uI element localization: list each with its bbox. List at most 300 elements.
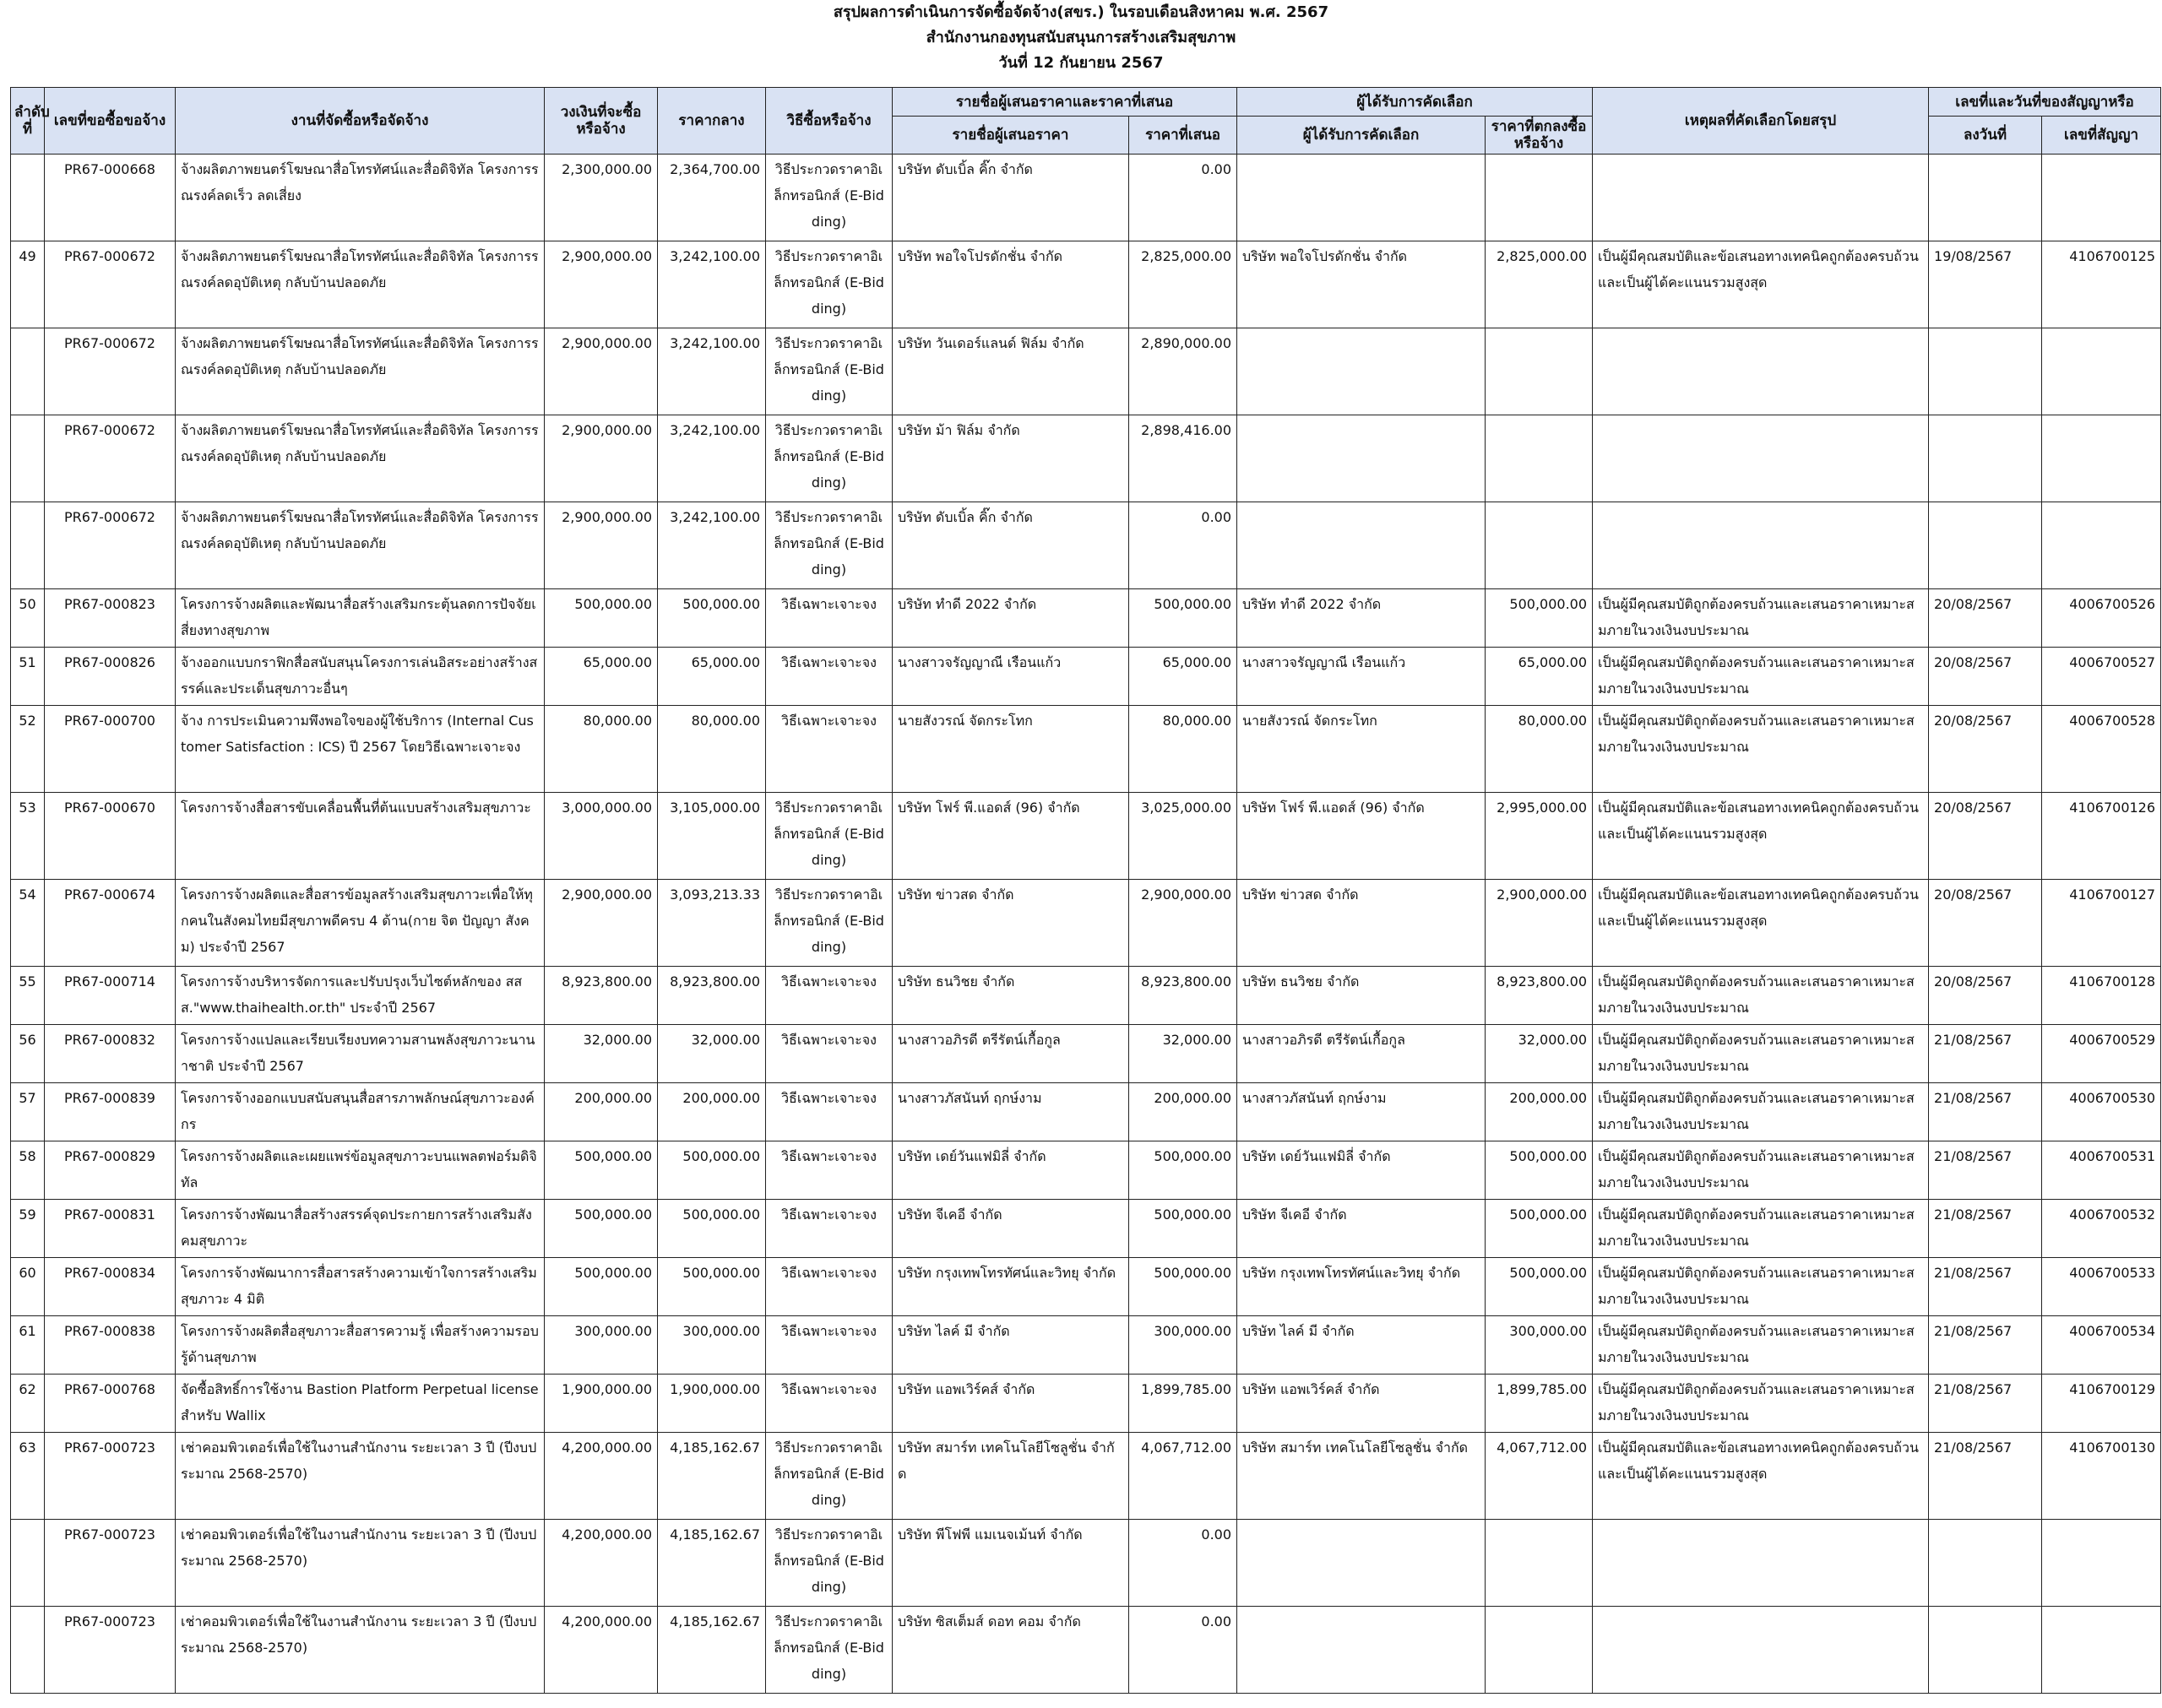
cell-agreed [1486,155,1593,241]
cell-contract-no [2042,155,2161,241]
header-selected-name: ผู้ได้รับการคัดเลือก [1237,117,1486,155]
cell-agreed [1486,1520,1593,1607]
cell-selected [1237,1607,1486,1694]
table-row [11,967,2161,1025]
table-row [11,1433,2161,1520]
cell-contract-date: 20/08/2567 [1929,793,2042,880]
cell-no: 50 [11,589,45,648]
cell-contract-date: 21/08/2567 [1929,1200,2042,1258]
cell-bidder: บริษัท พอใจโปรดักชั่น จำกัด [893,241,1129,328]
cell-no: 62 [11,1375,45,1433]
table-row [11,502,2161,589]
cell-contract-date [1929,1607,2042,1694]
cell-work: จ้างออกแบบกราฟิกสื่อสนับสนุนโครงการเล่นอิสระอย่างสร้างสรรค์และประเด็นสุขภาวะอื่นๆ [176,648,545,706]
cell-bidder: บริษัท สมาร์ท เทคโนโลยีโซลูชั่น จำกัด [893,1433,1129,1520]
cell-reason [1593,328,1929,415]
cell-median: 500,000.00 [658,1200,766,1258]
cell-bid: 500,000.00 [1129,1141,1237,1200]
cell-no [11,1607,45,1694]
cell-agreed: 2,900,000.00 [1486,880,1593,967]
table-body [11,155,2161,1694]
cell-method: วิธีเฉพาะเจาะจง [766,589,893,648]
document-title: สรุปผลการดำเนินการจัดซื้อจัดจ้าง(สขร.) ในรอบเดือนสิงหาคม พ.ศ. 2567 [833,3,1329,21]
cell-method: วิธีเฉพาะเจาะจง [766,1083,893,1141]
cell-selected: บริษัท กรุงเทพโทรทัศน์และวิทยุ จำกัด [1237,1258,1486,1316]
header-median: ราคากลาง [658,88,766,155]
cell-reason: เป็นผู้มีคุณสมบัติและข้อเสนอทางเทคนิคถูกต้องครบถ้วนและเป็นผู้ได้คะแนนรวมสูงสุด [1593,880,1929,967]
cell-contract-date [1929,415,2042,502]
cell-reason: เป็นผู้มีคุณสมบัติถูกต้องครบถ้วนและเสนอราคาเหมาะสมภายในวงเงินงบประมาณ [1593,1083,1929,1141]
cell-bid: 0.00 [1129,1520,1237,1607]
cell-contract-date: 21/08/2567 [1929,1375,2042,1433]
cell-method: วิธีประกวดราคาอิเล็กทรอนิกส์ (E-Bidding) [766,241,893,328]
cell-contract-no: 4106700128 [2042,967,2161,1025]
table-row [11,1316,2161,1375]
cell-budget: 2,900,000.00 [545,328,658,415]
cell-selected [1237,1520,1486,1607]
cell-contract-date: 21/08/2567 [1929,1025,2042,1083]
cell-work: จ้างผลิตภาพยนตร์โฆษณาสื่อโทรทัศน์และสื่อดิจิทัล โครงการรณรงค์ลดอุบัติเหตุ กลับบ้านปลอดภัย [176,502,545,589]
cell-reason [1593,1607,1929,1694]
cell-agreed [1486,415,1593,502]
cell-no: 52 [11,706,45,793]
cell-selected: บริษัท ธนวิชย จำกัด [1237,967,1486,1025]
cell-selected: นางสาวจรัญญาณี เรือนแก้ว [1237,648,1486,706]
cell-work: จ้างผลิตภาพยนตร์โฆษณาสื่อโทรทัศน์และสื่อดิจิทัล โครงการรณรงค์ลดเร็ว ลดเสี่ยง [176,155,545,241]
cell-budget: 200,000.00 [545,1083,658,1141]
cell-work: โครงการจ้างผลิตและสื่อสารข้อมูลสร้างเสริมสุขภาวะเพื่อให้ทุกคนในสังคมไทยมีสุขภาพดีครบ 4 ด้าน(กาย จิต ปัญญา สังคม) ประจำปี 2567 [176,880,545,967]
cell-budget: 32,000.00 [545,1025,658,1083]
cell-selected: บริษัท ข่าวสด จำกัด [1237,880,1486,967]
cell-median: 65,000.00 [658,648,766,706]
cell-contract-no: 4106700127 [2042,880,2161,967]
cell-agreed: 1,899,785.00 [1486,1375,1593,1433]
cell-contract-no: 4106700125 [2042,241,2161,328]
table-row [11,880,2161,967]
cell-contract-date [1929,1520,2042,1607]
table-header [11,88,2161,155]
cell-reason: เป็นผู้มีคุณสมบัติถูกต้องครบถ้วนและเสนอราคาเหมาะสมภายในวงเงินงบประมาณ [1593,1375,1929,1433]
cell-contract-no: 4006700529 [2042,1025,2161,1083]
cell-contract-no: 4006700527 [2042,648,2161,706]
cell-budget: 4,200,000.00 [545,1520,658,1607]
cell-contract-date: 20/08/2567 [1929,648,2042,706]
cell-no: 58 [11,1141,45,1200]
cell-contract-no [2042,502,2161,589]
cell-bidder: บริษัท ซิสเต็มส์ ดอท คอม จำกัด [893,1607,1129,1694]
cell-budget: 80,000.00 [545,706,658,793]
table-row [11,706,2161,793]
cell-no [11,155,45,241]
cell-bidder: บริษัท ทำดี 2022 จำกัด [893,589,1129,648]
table-row [11,1200,2161,1258]
table-row [11,155,2161,241]
cell-no: 56 [11,1025,45,1083]
cell-bidder: บริษัท พีโฟพี แมเนจเม้นท์ จำกัด [893,1520,1129,1607]
cell-agreed: 200,000.00 [1486,1083,1593,1141]
cell-work: เช่าคอมพิวเตอร์เพื่อใช้ในงานสำนักงาน ระยะเวลา 3 ปี (ปีงบประมาณ 2568-2570) [176,1520,545,1607]
cell-agreed: 4,067,712.00 [1486,1433,1593,1520]
cell-agreed [1486,1607,1593,1694]
cell-bid: 2,825,000.00 [1129,241,1237,328]
cell-budget: 1,900,000.00 [545,1375,658,1433]
table-row [11,1520,2161,1607]
cell-reason: เป็นผู้มีคุณสมบัติและข้อเสนอทางเทคนิคถูกต้องครบถ้วนและเป็นผู้ได้คะแนนรวมสูงสุด [1593,793,1929,880]
cell-method: วิธีเฉพาะเจาะจง [766,706,893,793]
cell-median: 200,000.00 [658,1083,766,1141]
cell-median: 2,364,700.00 [658,155,766,241]
table-row [11,1375,2161,1433]
cell-no: 61 [11,1316,45,1375]
cell-contract-no [2042,1520,2161,1607]
cell-agreed: 65,000.00 [1486,648,1593,706]
cell-contract-no: 4106700130 [2042,1433,2161,1520]
cell-no: 53 [11,793,45,880]
cell-bidder: บริษัท ดับเบิ้ล คิ๊ก จำกัด [893,502,1129,589]
cell-reason: เป็นผู้มีคุณสมบัติถูกต้องครบถ้วนและเสนอราคาเหมาะสมภายในวงเงินงบประมาณ [1593,1258,1929,1316]
cell-work: โครงการจ้างสื่อสารขับเคลื่อนพื้นที่ต้นแบบสร้างเสริมสุขภาวะ [176,793,545,880]
cell-median: 3,242,100.00 [658,415,766,502]
table-row [11,1258,2161,1316]
cell-agreed: 500,000.00 [1486,1141,1593,1200]
cell-budget: 500,000.00 [545,1200,658,1258]
cell-method: วิธีเฉพาะเจาะจง [766,1141,893,1200]
cell-contract-no [2042,328,2161,415]
cell-budget: 300,000.00 [545,1316,658,1375]
cell-pr: PR67-000829 [45,1141,176,1200]
cell-agreed: 2,825,000.00 [1486,241,1593,328]
cell-contract-no: 4006700526 [2042,589,2161,648]
cell-work: จ้างผลิตภาพยนตร์โฆษณาสื่อโทรทัศน์และสื่อดิจิทัล โครงการรณรงค์ลดอุบัติเหตุ กลับบ้านปลอดภัย [176,241,545,328]
cell-reason: เป็นผู้มีคุณสมบัติถูกต้องครบถ้วนและเสนอราคาเหมาะสมภายในวงเงินงบประมาณ [1593,648,1929,706]
cell-no: 54 [11,880,45,967]
header-bidders-group: รายชื่อผู้เสนอราคาและราคาที่เสนอ [893,88,1237,117]
cell-work: โครงการจ้างแปลและเรียบเรียงบทความสานพลังสุขภาวะนานาชาติ ประจำปี 2567 [176,1025,545,1083]
cell-bidder: บริษัท ม้า ฟิล์ม จำกัด [893,415,1129,502]
cell-contract-date: 21/08/2567 [1929,1433,2042,1520]
cell-work: โครงการจ้างผลิตและเผยแพร่ข้อมูลสุขภาวะบนแพลตฟอร์มดิจิทัล [176,1141,545,1200]
header-contract-no: เลขที่สัญญา [2042,117,2161,155]
cell-pr: PR67-000832 [45,1025,176,1083]
cell-reason [1593,415,1929,502]
header-bidder-name: รายชื่อผู้เสนอราคา [893,117,1129,155]
cell-selected: นางสาวอภิรดี ตรีรัตน์เกื้อกูล [1237,1025,1486,1083]
cell-method: วิธีเฉพาะเจาะจง [766,1375,893,1433]
cell-budget: 2,900,000.00 [545,880,658,967]
cell-bidder: นายสังวรณ์ จัดกระโทก [893,706,1129,793]
cell-bidder: บริษัท จีเคอี จำกัด [893,1200,1129,1258]
cell-selected [1237,502,1486,589]
cell-median: 500,000.00 [658,1258,766,1316]
cell-contract-no: 4006700534 [2042,1316,2161,1375]
cell-pr: PR67-000672 [45,328,176,415]
cell-pr: PR67-000823 [45,589,176,648]
cell-bid: 32,000.00 [1129,1025,1237,1083]
cell-no: 51 [11,648,45,706]
cell-contract-no [2042,415,2161,502]
cell-bid: 0.00 [1129,155,1237,241]
cell-bid: 80,000.00 [1129,706,1237,793]
cell-agreed: 32,000.00 [1486,1025,1593,1083]
cell-budget: 2,900,000.00 [545,502,658,589]
cell-agreed: 300,000.00 [1486,1316,1593,1375]
cell-reason [1593,155,1929,241]
cell-budget: 2,900,000.00 [545,415,658,502]
cell-selected: บริษัท ไลค์ มี จำกัด [1237,1316,1486,1375]
cell-bid: 0.00 [1129,502,1237,589]
cell-reason: เป็นผู้มีคุณสมบัติถูกต้องครบถ้วนและเสนอราคาเหมาะสมภายในวงเงินงบประมาณ [1593,706,1929,793]
cell-median: 500,000.00 [658,589,766,648]
table-row [11,1607,2161,1694]
cell-contract-date: 19/08/2567 [1929,241,2042,328]
cell-work: โครงการจ้างผลิตสื่อสุขภาวะสื่อสารความรู้ เพื่อสร้างความรอบรู้ด้านสุขภาพ [176,1316,545,1375]
cell-method: วิธีประกวดราคาอิเล็กทรอนิกส์ (E-Bidding) [766,328,893,415]
cell-contract-date: 20/08/2567 [1929,967,2042,1025]
procurement-table [10,87,2161,1694]
cell-no: 60 [11,1258,45,1316]
header-reason: เหตุผลที่คัดเลือกโดยสรุป [1593,88,1929,155]
cell-pr: PR67-000672 [45,502,176,589]
cell-contract-date: 20/08/2567 [1929,589,2042,648]
cell-bid: 2,898,416.00 [1129,415,1237,502]
cell-work: โครงการจ้างออกแบบสนับสนุนสื่อสารภาพลักษณ์สุขภาวะองค์กร [176,1083,545,1141]
cell-pr: PR67-000768 [45,1375,176,1433]
cell-budget: 3,000,000.00 [545,793,658,880]
cell-budget: 4,200,000.00 [545,1433,658,1520]
cell-contract-date: 21/08/2567 [1929,1316,2042,1375]
cell-median: 4,185,162.67 [658,1607,766,1694]
cell-no [11,502,45,589]
cell-bidder: บริษัท โฟร์ พี.แอดส์ (96) จำกัด [893,793,1129,880]
cell-bidder: นางสาวอภิรดี ตรีรัตน์เกื้อกูล [893,1025,1129,1083]
cell-contract-date: 20/08/2567 [1929,706,2042,793]
cell-bid: 500,000.00 [1129,1258,1237,1316]
cell-method: วิธีเฉพาะเจาะจง [766,1025,893,1083]
cell-median: 3,093,213.33 [658,880,766,967]
table-row [11,415,2161,502]
cell-no: 55 [11,967,45,1025]
cell-median: 3,105,000.00 [658,793,766,880]
cell-contract-no: 4106700126 [2042,793,2161,880]
cell-pr: PR67-000670 [45,793,176,880]
cell-no [11,415,45,502]
cell-selected: บริษัท ทำดี 2022 จำกัด [1237,589,1486,648]
cell-bidder: บริษัท กรุงเทพโทรทัศน์และวิทยุ จำกัด [893,1258,1129,1316]
cell-selected: บริษัท โฟร์ พี.แอดส์ (96) จำกัด [1237,793,1486,880]
cell-pr: PR67-000831 [45,1200,176,1258]
cell-median: 4,185,162.67 [658,1520,766,1607]
organization-name: สำนักงานกองทุนสนับสนุนการสร้างเสริมสุขภาพ [926,29,1236,46]
cell-pr: PR67-000838 [45,1316,176,1375]
cell-method: วิธีประกวดราคาอิเล็กทรอนิกส์ (E-Bidding) [766,415,893,502]
cell-budget: 2,900,000.00 [545,241,658,328]
cell-budget: 65,000.00 [545,648,658,706]
cell-reason: เป็นผู้มีคุณสมบัติถูกต้องครบถ้วนและเสนอราคาเหมาะสมภายในวงเงินงบประมาณ [1593,1316,1929,1375]
cell-selected: นางสาวภัสนันท์ ฤกษ์งาม [1237,1083,1486,1141]
header-selected-group: ผู้ได้รับการคัดเลือก [1237,88,1593,117]
cell-work: เช่าคอมพิวเตอร์เพื่อใช้ในงานสำนักงาน ระยะเวลา 3 ปี (ปีงบประมาณ 2568-2570) [176,1607,545,1694]
cell-method: วิธีประกวดราคาอิเล็กทรอนิกส์ (E-Bidding) [766,1607,893,1694]
cell-pr: PR67-000834 [45,1258,176,1316]
cell-contract-date [1929,328,2042,415]
document-header [0,0,2162,76]
cell-median: 500,000.00 [658,1141,766,1200]
cell-bid: 1,899,785.00 [1129,1375,1237,1433]
cell-median: 8,923,800.00 [658,967,766,1025]
cell-agreed: 500,000.00 [1486,1258,1593,1316]
cell-contract-date [1929,155,2042,241]
cell-reason: เป็นผู้มีคุณสมบัติถูกต้องครบถ้วนและเสนอราคาเหมาะสมภายในวงเงินงบประมาณ [1593,1200,1929,1258]
table-row [11,1083,2161,1141]
header-bid-price: ราคาที่เสนอ [1129,117,1237,155]
cell-agreed [1486,328,1593,415]
cell-method: วิธีเฉพาะเจาะจง [766,1316,893,1375]
cell-bidder: นางสาวภัสนันท์ ฤกษ์งาม [893,1083,1129,1141]
header-pr: เลขที่ขอซื้อขอจ้าง [45,88,176,155]
cell-method: วิธีประกวดราคาอิเล็กทรอนิกส์ (E-Bidding) [766,1520,893,1607]
header-budget: วงเงินที่จะซื้อหรือจ้าง [545,88,658,155]
table-row [11,648,2161,706]
cell-bid: 500,000.00 [1129,589,1237,648]
cell-work: จ้างผลิตภาพยนตร์โฆษณาสื่อโทรทัศน์และสื่อดิจิทัล โครงการรณรงค์ลดอุบัติเหตุ กลับบ้านปลอดภัย [176,328,545,415]
cell-median: 300,000.00 [658,1316,766,1375]
cell-method: วิธีเฉพาะเจาะจง [766,1200,893,1258]
cell-no: 63 [11,1433,45,1520]
cell-selected: บริษัท พอใจโปรดักชั่น จำกัด [1237,241,1486,328]
header-method: วิธีซื้อหรือจ้าง [766,88,893,155]
cell-median: 3,242,100.00 [658,328,766,415]
cell-selected [1237,155,1486,241]
cell-agreed: 8,923,800.00 [1486,967,1593,1025]
cell-bid: 3,025,000.00 [1129,793,1237,880]
cell-contract-no: 4006700530 [2042,1083,2161,1141]
cell-selected: บริษัท สมาร์ท เทคโนโลยีโซลูชั่น จำกัด [1237,1433,1486,1520]
cell-budget: 4,200,000.00 [545,1607,658,1694]
cell-median: 1,900,000.00 [658,1375,766,1433]
cell-budget: 500,000.00 [545,1141,658,1200]
cell-contract-date: 21/08/2567 [1929,1141,2042,1200]
cell-work: จ้าง การประเมินความพึงพอใจของผู้ใช้บริการ (Internal Customer Satisfaction : ICS) ปี 2567 โดยวิธีเฉพาะเจาะจง [176,706,545,793]
cell-method: วิธีเฉพาะเจาะจง [766,967,893,1025]
cell-work: โครงการจ้างพัฒนาสื่อสร้างสรรค์จุดประกายการสร้างเสริมสังคมสุขภาวะ [176,1200,545,1258]
table-row [11,589,2161,648]
cell-bid: 300,000.00 [1129,1316,1237,1375]
cell-method: วิธีประกวดราคาอิเล็กทรอนิกส์ (E-Bidding) [766,880,893,967]
cell-pr: PR67-000839 [45,1083,176,1141]
cell-pr: PR67-000826 [45,648,176,706]
cell-budget: 500,000.00 [545,1258,658,1316]
cell-reason [1593,502,1929,589]
cell-pr: PR67-000723 [45,1520,176,1607]
cell-work: เช่าคอมพิวเตอร์เพื่อใช้ในงานสำนักงาน ระยะเวลา 3 ปี (ปีงบประมาณ 2568-2570) [176,1433,545,1520]
cell-agreed: 500,000.00 [1486,1200,1593,1258]
cell-budget: 8,923,800.00 [545,967,658,1025]
table-row [11,241,2161,328]
cell-bid: 200,000.00 [1129,1083,1237,1141]
cell-selected [1237,328,1486,415]
cell-selected: บริษัท เดย์วันแฟมิลี่ จำกัด [1237,1141,1486,1200]
cell-selected: บริษัท แอพเวิร์คส์ จำกัด [1237,1375,1486,1433]
table-row [11,328,2161,415]
cell-contract-no: 4006700531 [2042,1141,2161,1200]
cell-method: วิธีประกวดราคาอิเล็กทรอนิกส์ (E-Bidding) [766,502,893,589]
cell-contract-no: 4006700533 [2042,1258,2161,1316]
cell-contract-no: 4006700528 [2042,706,2161,793]
document-date: วันที่ 12 กันยายน 2567 [998,54,1164,72]
cell-bidder: บริษัท แอพเวิร์คส์ จำกัด [893,1375,1129,1433]
header-work: งานที่จัดซื้อหรือจัดจ้าง [176,88,545,155]
cell-pr: PR67-000714 [45,967,176,1025]
cell-contract-date [1929,502,2042,589]
cell-bid: 8,923,800.00 [1129,967,1237,1025]
cell-work: โครงการจ้างผลิตและพัฒนาสื่อสร้างเสริมกระตุ้นลดการปัจจัยเสี่ยงทางสุขภาพ [176,589,545,648]
cell-work: จัดซื้อสิทธิ์การใช้งาน Bastion Platform Perpetual license สำหรับ Wallix [176,1375,545,1433]
cell-selected: บริษัท จีเคอี จำกัด [1237,1200,1486,1258]
cell-median: 4,185,162.67 [658,1433,766,1520]
cell-method: วิธีประกวดราคาอิเล็กทรอนิกส์ (E-Bidding) [766,155,893,241]
cell-pr: PR67-000672 [45,415,176,502]
table-row [11,793,2161,880]
header-contract-date: ลงวันที่ [1929,117,2042,155]
cell-budget: 2,300,000.00 [545,155,658,241]
cell-pr: PR67-000674 [45,880,176,967]
cell-contract-date: 20/08/2567 [1929,880,2042,967]
cell-method: วิธีประกวดราคาอิเล็กทรอนิกส์ (E-Bidding) [766,793,893,880]
cell-selected [1237,415,1486,502]
table-row [11,1141,2161,1200]
cell-agreed: 80,000.00 [1486,706,1593,793]
cell-contract-no [2042,1607,2161,1694]
cell-reason [1593,1520,1929,1607]
header-agreed-price: ราคาที่ตกลงซื้อหรือจ้าง [1486,117,1593,155]
cell-bidder: บริษัท ดับเบิ้ล คิ๊ก จำกัด [893,155,1129,241]
header-no: ลำดับที่ [11,88,45,155]
cell-no [11,1520,45,1607]
cell-no: 57 [11,1083,45,1141]
cell-method: วิธีเฉพาะเจาะจง [766,1258,893,1316]
cell-median: 3,242,100.00 [658,502,766,589]
cell-reason: เป็นผู้มีคุณสมบัติและข้อเสนอทางเทคนิคถูกต้องครบถ้วนและเป็นผู้ได้คะแนนรวมสูงสุด [1593,241,1929,328]
table-row [11,1025,2161,1083]
cell-median: 32,000.00 [658,1025,766,1083]
cell-work: จ้างผลิตภาพยนตร์โฆษณาสื่อโทรทัศน์และสื่อดิจิทัล โครงการรณรงค์ลดอุบัติเหตุ กลับบ้านปลอดภัย [176,415,545,502]
cell-method: วิธีประกวดราคาอิเล็กทรอนิกส์ (E-Bidding) [766,1433,893,1520]
cell-no: 49 [11,241,45,328]
cell-bid: 500,000.00 [1129,1200,1237,1258]
cell-bidder: บริษัท เดย์วันแฟมิลี่ จำกัด [893,1141,1129,1200]
cell-reason: เป็นผู้มีคุณสมบัติถูกต้องครบถ้วนและเสนอราคาเหมาะสมภายในวงเงินงบประมาณ [1593,589,1929,648]
cell-contract-no: 4006700532 [2042,1200,2161,1258]
cell-no [11,328,45,415]
cell-bid: 2,900,000.00 [1129,880,1237,967]
cell-reason: เป็นผู้มีคุณสมบัติถูกต้องครบถ้วนและเสนอราคาเหมาะสมภายในวงเงินงบประมาณ [1593,1025,1929,1083]
cell-reason: เป็นผู้มีคุณสมบัติถูกต้องครบถ้วนและเสนอราคาเหมาะสมภายในวงเงินงบประมาณ [1593,1141,1929,1200]
cell-no: 59 [11,1200,45,1258]
cell-work: โครงการจ้างพัฒนาการสื่อสารสร้างความเข้าใจการสร้างเสริมสุขภาวะ 4 มิติ [176,1258,545,1316]
cell-reason: เป็นผู้มีคุณสมบัติและข้อเสนอทางเทคนิคถูกต้องครบถ้วนและเป็นผู้ได้คะแนนรวมสูงสุด [1593,1433,1929,1520]
cell-pr: PR67-000723 [45,1433,176,1520]
cell-bid: 0.00 [1129,1607,1237,1694]
cell-bidder: บริษัท ธนวิชย จำกัด [893,967,1129,1025]
cell-contract-date: 21/08/2567 [1929,1258,2042,1316]
cell-median: 3,242,100.00 [658,241,766,328]
cell-selected: นายสังวรณ์ จัดกระโทก [1237,706,1486,793]
cell-bidder: นางสาวจรัญญาณี เรือนแก้ว [893,648,1129,706]
cell-median: 80,000.00 [658,706,766,793]
cell-agreed: 2,995,000.00 [1486,793,1593,880]
cell-method: วิธีเฉพาะเจาะจง [766,648,893,706]
cell-pr: PR67-000668 [45,155,176,241]
